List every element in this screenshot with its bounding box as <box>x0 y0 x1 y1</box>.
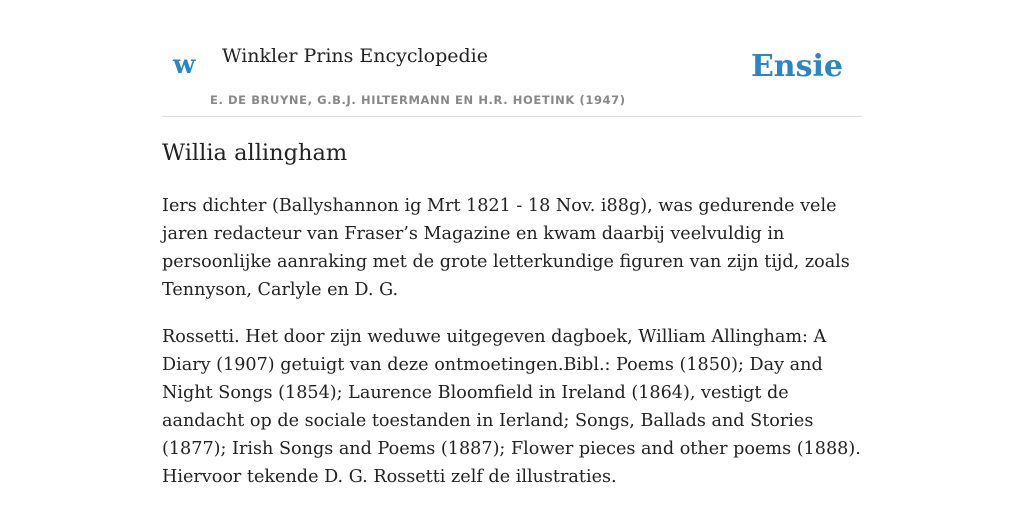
encyclopedia-logo[interactable]: w <box>173 50 196 80</box>
article-paragraph: Rossetti. Het door zijn weduwe uitgegeven dagboek, William Allingham: A Diary (1907) getuigt van deze ontmoetingen.Bibl.: Poems (1850); Day and Night Songs (1854); Laurence Bloomfield in Ireland (1864), vestigt de aandacht op de sociale toestanden in Ierland; Songs, Ballads and Stories (1877); Irish Songs and Poems (1887); Flower pieces and other poems (1888). Hiervoor tekende D. G. Rossetti zelf de illustraties. <box>162 327 861 487</box>
page-header <box>162 0 862 117</box>
ensie-logo[interactable]: Ensie <box>750 49 843 84</box>
article-title: Willia allingham <box>162 140 348 166</box>
encyclopedia-title[interactable]: Winkler Prins Encyclopedie <box>222 45 488 67</box>
article-paragraph: Iers dichter (Ballyshannon ig Mrt 1821 - 18 Nov. i88g), was gedurende vele jaren redacteur van Fraser’s Magazine en kwam daarbij veelvuldig in persoonlijke aanraking met de grote letterkundige figuren van zijn tijd, zoals Tennyson, Carlyle en D. G. <box>162 196 850 300</box>
authors-line: E. DE BRUYNE, G.B.J. HILTERMANN EN H.R. HOETINK (1947) <box>210 93 626 107</box>
